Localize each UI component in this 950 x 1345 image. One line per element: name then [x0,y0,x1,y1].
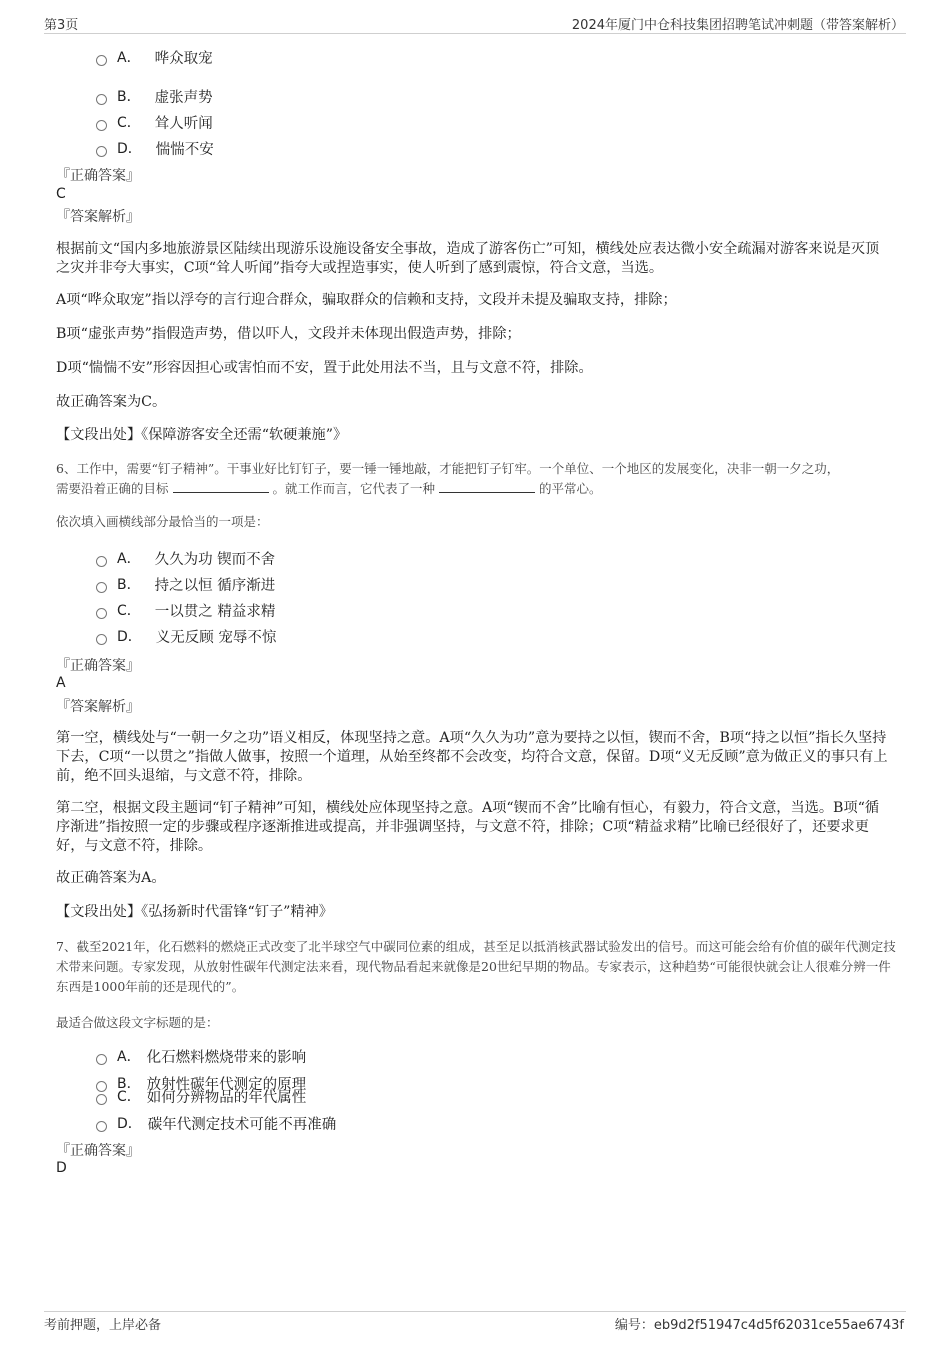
q5-analysis-label: 『答案解析』 [56,209,140,225]
radio-icon[interactable] [96,94,107,105]
q6-source: 【文段出处】《弘扬新时代雷锋“钉子”精神》 [56,904,333,920]
q5-analysis-paragraph: 故正确答案为C。 [56,394,167,410]
q5-option-c[interactable]: C． 耸人听闻 [96,112,213,132]
document-title: 2024年厦门中仓科技集团招聘笔试冲刺题（带答案解析） [571,18,904,33]
q6-answer: A [56,675,66,691]
fill-blank[interactable] [439,480,535,493]
q6-prompt: 依次填入画横线部分最恰当的一项是： [56,514,269,529]
footer-divider [44,1311,906,1312]
document-id: 编号：eb9d2f51947c4d5f62031ce55ae6743f [614,1318,904,1333]
radio-icon[interactable] [96,608,107,619]
header-divider [44,33,906,34]
q6-analysis-paragraph: 第二空，根据文段主题词“钉子精神”可知，横线处应体现坚持之意。A项“锲而不舍”比喻有恒心，有毅力，符合文意，当选。B项“循序渐进”指按照一定的步骤或程序逐渐推进或提高，并非强调坚持，与文意不符，排除；C项“精益求精”比喻已经很好了，还要求更好，与文意不符，排除。 [56,800,880,854]
radio-icon[interactable] [96,556,107,567]
q7-prompt: 最适合做这段文字标题的是： [56,1015,219,1030]
radio-icon[interactable] [96,1121,107,1132]
q5-option-d[interactable]: D． 惴惴不安 [96,138,214,158]
q5-answer: C [56,186,66,202]
q7-option-c[interactable]: C． 如何分辨物品的年代属性 [96,1086,306,1106]
q6-option-c[interactable]: C． 一以贯之 精益求精 [96,600,275,620]
radio-icon[interactable] [96,146,107,157]
q7-answer-label: 『正确答案』 [56,1143,140,1159]
q5-source: 【文段出处】《保障游客安全还需“软硬兼施”》 [56,427,348,443]
q5-answer-label: 『正确答案』 [56,168,140,184]
radio-icon[interactable] [96,1054,107,1065]
radio-icon[interactable] [96,634,107,645]
q5-analysis-paragraph: 根据前文“国内多地旅游景区陆续出现游乐设施设备安全事故，造成了游客伤亡”可知，横线处应表达微小安全疏漏对游客来说是灭顶之灾并非夸大事实，C项“耸人听闻”指夸大或捏造事实，使人听到了感到震惊，符合文意，当选。 [56,241,880,276]
q5-option-b[interactable]: B． 虚张声势 [96,86,213,106]
q6-stem: 6、工作中，需要“钉子精神”。干事业好比钉钉子，要一锤一锤地敲，才能把钉子钉牢。一个单位、一个地区的发展变化，决非一朝一夕之功， 需要沿着正确的目标 。就工作而言，它代表了一种 的平常心。 [56,461,840,496]
q7-option-a[interactable]: A． 化石燃料燃烧带来的影响 [96,1046,306,1066]
q6-answer-label: 『正确答案』 [56,658,140,674]
radio-icon[interactable] [96,1094,107,1105]
q6-option-b[interactable]: B． 持之以恒 循序渐进 [96,574,275,594]
radio-icon[interactable] [96,582,107,593]
radio-icon[interactable] [96,120,107,131]
q5-analysis-paragraph: A项“哗众取宠”指以浮夸的言行迎合群众，骗取群众的信赖和支持，文段并未提及骗取支持，排除； [56,292,677,308]
q6-analysis-label: 『答案解析』 [56,699,140,715]
q7-answer: D [56,1160,67,1176]
q6-analysis-paragraph: 故正确答案为A。 [56,870,166,886]
q7-option-d[interactable]: D． 碳年代测定技术可能不再准确 [96,1113,336,1133]
q7-stem: 7、截至2021年，化石燃料的燃烧正式改变了北半球空气中碳同位素的组成，甚至足以抵消核武器试验发出的信号。而这可能会给有价值的碳年代测定技术带来问题。专家发现，从放射性碳年代测定法来看，现代物品看起来就像是20世纪早期的物品。专家表示，这种趋势“可能很快就会让人很难分辨一件东西是1000年前的还是现代的”。 [56,939,896,994]
q5-analysis-paragraph: B项“虚张声势”指假造声势，借以吓人，文段并未体现出假造声势，排除； [56,326,521,342]
q5-option-a[interactable]: A． 哗众取宠 [96,47,213,67]
q6-analysis-paragraph: 第一空，横线处与“一朝一夕之功”语义相反，体现坚持之意。A项“久久为功”意为要持之以恒，锲而不舍，B项“持之以恒”指长久坚持下去，C项“一以贯之”指做人做事，按照一个道理，从始至终都不会改变，均符合文意，保留。D项“义无反顾”意为做正义的事只有上前，绝不回头退缩，与文意不符，排除。 [56,730,888,784]
fill-blank[interactable] [173,480,269,493]
q5-analysis-paragraph: D项“惴惴不安”形容因担心或害怕而不安，置于此处用法不当，且与文意不符，排除。 [56,360,593,376]
q6-option-d[interactable]: D． 义无反顾 宠辱不惊 [96,626,276,646]
page-number: 第3页 [44,18,79,33]
q6-option-a[interactable]: A． 久久为功 锲而不舍 [96,548,275,568]
radio-icon[interactable] [96,55,107,66]
footer-slogan: 考前押题，上岸必备 [44,1318,162,1333]
q7-option-b[interactable]: B． 放射性碳年代测定的原理 [96,1073,306,1093]
